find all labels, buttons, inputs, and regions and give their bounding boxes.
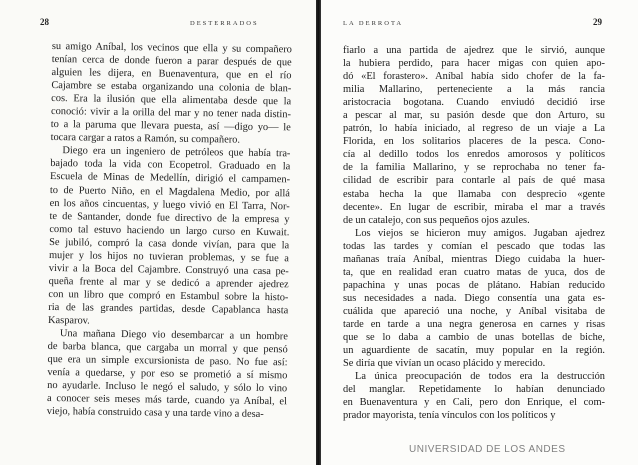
text-line: te de Santander, donde fue directivo de la empresa y [49,210,290,225]
text-line: Los viejos se hicieron muy amigos. Jugaban ajedrez [355,227,605,239]
text-line: del manglar. Repetidamente lo habían denunciado [343,384,605,396]
text-line: vivir a la Boca del Cajambre. Construyó una casa pe- [48,262,289,278]
text-line: no ayudarle. Incluso le negó el saludo, y sólo lo vino [47,380,288,395]
text-line: alguien les dijera, en Buenaventura, que en el río [51,67,292,82]
text-line: con un libro que compró en Estambul sobre la histo- [48,288,289,304]
library-stamp: UNIVERSIDAD DE LOS ANDES [409,444,566,455]
text-line: viejo, había construido casa y una tarde vino a desa- [46,406,264,421]
text-line: patrón, lo había iniciado, al regreso de un viaje a La [343,123,605,135]
left-running-head: DESTERRADOS [190,20,259,27]
text-line: que era un simple excursionista de paso. No fue así: [47,354,288,369]
text-line: a conocer seis meses más tarde, cuando ya Aníbal, el [46,393,288,408]
text-line: queña frente al mar y se dedicó a aprender ajedrez [48,275,289,291]
text-line: de la familia Mallarino, y se reprochaba no tener fa- [343,162,605,174]
text-line: to de Puerto Niño, en el Magdalena Medio, por allá [49,184,290,199]
text-line: todas las tardes y comían el pescado que todas las [343,240,605,252]
left-page-number: 28 [40,17,49,27]
text-line: de barba blanca, que cargaba un morral y que pensó [47,341,288,356]
right-page-number: 29 [593,17,602,27]
text-line: tarde en tarde a una negra generosa en carnes y risas [343,318,605,330]
text-line: sus necesidades a nada. Diego consentía una gata es- [343,292,605,304]
text-line: Cajambre se estaba organizando una colonia de blan- [51,80,292,95]
text-line: prador mayorista, tenía vínculos con los políticos y [343,410,556,422]
text-line: tocara cargar a ratos a Ramón, su compañero. [50,132,241,146]
right-page [321,0,638,465]
text-line: tenían cerca de donde fueron a parar después de que [51,54,292,69]
text-line: mañanas traía Aníbal, mientras Diego cuidaba la huer- [343,253,605,265]
text-line: Una mañana Diego vio desembarcar a un hombre [59,328,288,343]
text-line: cuálida que apareció una noche, y Aníbal visitaba de [343,305,605,317]
text-line: un aguardiente de sacatín, muy popular en la región. [343,345,605,357]
text-line: Kasparov. [48,314,90,327]
text-line: aristocracia bogotana. Cuando enviudó decidió irse [343,97,605,109]
text-line: La única preocupación de todos era la destrucción [355,371,605,383]
text-line: Se diría que vivían un ocaso plácido y merecido. [343,358,546,370]
text-line: Diego era un ingeniero de petróleos que había tra- [62,145,291,160]
left-page [0,0,316,465]
text-line: cía al dedillo todos los enredos amorosos y políticos [343,149,605,161]
text-line: conoció: vivir a la orilla del mar y no tener nada distin- [50,106,292,121]
text-line: ria de las grandes partidas, desde Capablanca hasta [48,301,289,317]
right-body-text [343,44,605,422]
text-line: Florida, en los solitarios placeres de la pesca. Cono- [343,136,605,148]
text-line: Se jubiló, compró la casa donde vivían, para que la [49,236,290,252]
text-line: mujer y los hijos no tuvieran problemas, y se fue a [48,249,290,265]
text-line: su amigo Aníbal, los vecinos que ella y su compañero [51,40,292,56]
text-line: de un catalejo, con sus pequeños ojos azules. [343,214,530,226]
text-line: en los años cincuentas, y luego vivió en El Tarra, Nor- [49,197,290,212]
text-line: dó «El forastero». Aníbal había sido chofer de la fa- [343,71,605,83]
text-line: to a la paruma que llevara puesta, así —digo yo— le [50,119,291,134]
text-line: papachina y unas pocas de plátano. Habían reducido [343,279,605,291]
text-line: como tal estuvo haciendo un largo curso en Kuwait. [49,223,290,238]
text-line: bajado toda la vida con Ecopetrol. Graduado en la [50,158,291,173]
text-line: estaba hecha la que llamaba con desprecio «gente [343,188,605,200]
right-running-head: LA DERROTA [343,20,404,27]
left-body-text [47,40,292,422]
text-line: ta, que en realidad eran cuatro matas de yuca, dos de [343,266,605,278]
text-line: milia Mallarino, perteneciente a la más rancia [343,84,605,96]
text-line: a pescar al mar, su pasión desde que don Arturo, su [343,110,605,122]
text-line: cos. Era la ilusión que ella alimentaba desde que la [51,93,292,108]
text-line: fiarlo a una partida de ajedrez que le sirvió, aunque [343,45,605,56]
text-line: en Buenaventura y en Cali, pero don Enrique, el com- [343,397,605,409]
text-line: decente». En lugar de escribir, miraba el mar a través [343,201,605,213]
text-line: la hubiera perdido, para hacer migas con quien apo- [343,58,605,70]
text-line: cilidad de escribir para contarle al país de qué masa [343,175,605,187]
text-line: que se lo daba a cambio de unas botellas de biche, [343,332,605,344]
text-line: Escuela de Minas de Medellín, dirigió el campamen- [50,171,291,186]
text-line: venía a quedarse, y por eso se prometió a sí mismo [47,367,288,382]
